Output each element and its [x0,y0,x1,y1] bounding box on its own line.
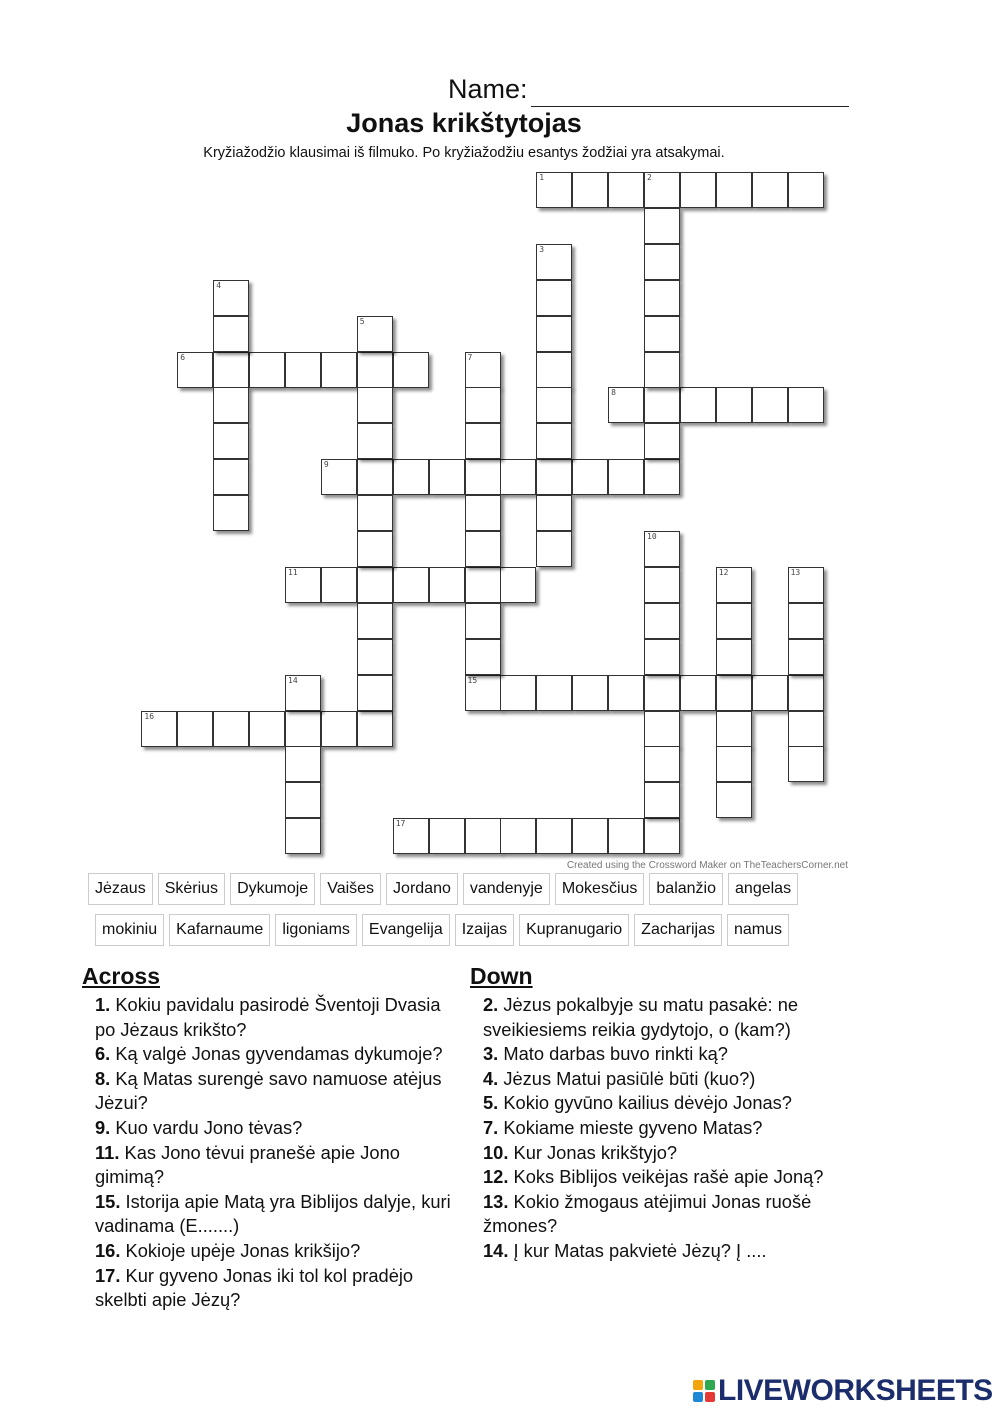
clue-item [82,1042,457,1067]
crossword-cell[interactable] [357,603,393,639]
clue-text: Istorija apie Matą yra Biblijos dalyje, kuri vadinama (E.......) [95,1190,451,1237]
crossword-cell[interactable] [393,459,429,495]
word-bank-item: Kafarnaume [169,914,270,946]
crossword-cell[interactable] [393,818,429,854]
crossword-cell[interactable] [285,782,321,818]
crossword-cell[interactable] [752,172,788,208]
clue-text: Kokiu pavidalu pasirodė Šventoji Dvasia po Jėzaus krikšto? [95,994,441,1040]
crossword-cell[interactable] [788,567,824,603]
word-bank-item: ligoniams [275,914,357,946]
clue-item [82,1190,457,1239]
clue-number: 12. [483,1166,509,1188]
clue-number: 4. [483,1067,499,1089]
crossword-cell[interactable] [393,567,429,603]
word-bank-row [88,873,858,905]
liveworksheets-logo [693,1374,993,1408]
down-heading: Down [470,963,533,989]
crossword-cell[interactable] [644,244,680,280]
crossword-cell[interactable] [357,352,393,388]
crossword-cell[interactable] [213,387,249,423]
clue-text: Koks Biblijos veikėjas rašė apie Joną? [513,1166,824,1188]
crossword-cell[interactable] [608,172,644,208]
clue-number-label: 9 [323,460,329,470]
crossword-cell[interactable] [644,459,680,495]
logo-square [693,1380,703,1390]
crossword-cell[interactable] [752,387,788,423]
crossword-cell[interactable] [536,244,572,280]
crossword-cell[interactable] [572,172,608,208]
clue-item [470,1165,860,1190]
clue-text: Ką Matas surengė savo namuose atėjus Jėzui? [95,1067,442,1114]
crossword-cell[interactable] [716,711,752,747]
crossword-cell[interactable] [680,675,716,711]
crossword-cell[interactable] [716,639,752,675]
word-bank [88,873,858,955]
crossword-cell[interactable] [500,459,536,495]
clue-text: Kokio žmogaus atėjimui Jonas ruošė žmones? [483,1190,812,1237]
clue-number-label: 15 [467,675,478,685]
crossword-cell[interactable] [249,352,285,388]
crossword-cell[interactable] [357,639,393,675]
crossword-cell[interactable] [357,567,393,603]
clue-number-label: 1 [539,173,545,182]
crossword-cell[interactable] [500,818,536,854]
crossword-cell[interactable] [321,711,357,747]
crossword-cell[interactable] [213,280,249,316]
crossword-cell[interactable] [465,603,501,639]
crossword-cell[interactable] [608,459,644,495]
clue-number: 7. [483,1116,499,1138]
crossword-cell[interactable] [465,818,501,854]
clue-item [82,1264,457,1313]
crossword-cell[interactable] [716,387,752,423]
clue-number-label: 5 [359,316,365,326]
crossword-cell[interactable] [357,423,393,459]
crossword-cell[interactable] [177,352,213,388]
crossword-cell[interactable] [680,387,716,423]
crossword-cell[interactable] [680,172,716,208]
clue-item [470,1239,860,1264]
name-label: Name: [448,74,528,104]
crossword-cell[interactable] [644,423,680,459]
page-title: Jonas krikštytojas [346,108,582,138]
crossword-cell[interactable] [357,675,393,711]
crossword-cell[interactable] [644,711,680,747]
clue-number-label: 12 [718,567,729,577]
clue-number-label: 6 [180,352,186,362]
crossword-cell[interactable] [213,711,249,747]
clue-number-label: 2 [647,173,652,182]
clue-item [470,1116,860,1141]
word-bank-item: Dykumoje [230,873,315,905]
word-bank-item: balanžio [649,873,723,905]
crossword-cell[interactable] [429,459,465,495]
crossword-cell[interactable] [572,459,608,495]
word-bank-row [95,914,858,946]
crossword-cell[interactable] [285,675,321,711]
crossword-cell[interactable] [644,352,680,388]
crossword-cell[interactable] [500,675,536,711]
down-clues [470,963,860,1264]
crossword-cell[interactable] [285,711,321,747]
crossword-cell[interactable] [429,818,465,854]
word-bank-item: Evangelija [362,914,450,946]
crossword-cell[interactable] [644,639,680,675]
crossword-cell[interactable] [536,459,572,495]
crossword-cell[interactable] [465,567,501,603]
crossword-cell[interactable] [357,711,393,747]
crossword-cell[interactable] [536,387,572,423]
clue-text: Į kur Matas pakvietė Jėzų? Į .... [513,1239,767,1261]
clue-text: Kokio gyvūno kailius dėvėjo Jonas? [503,1092,792,1114]
clue-number: 5. [483,1092,499,1114]
across-clues [82,963,457,1313]
crossword-cell[interactable] [644,782,680,818]
clue-number-label: 7 [467,352,473,362]
crossword-cell[interactable] [536,423,572,459]
clue-item [470,993,860,1042]
crossword-cell[interactable] [572,818,608,854]
clue-number: 16. [95,1239,121,1261]
crossword-cell[interactable] [321,567,357,603]
word-bank-item: angelas [728,873,798,905]
crossword-cell[interactable] [716,782,752,818]
crossword-cell[interactable] [644,387,680,423]
clue-item [470,1091,860,1116]
word-bank-item: Vaišes [320,873,381,905]
clue-item [82,1141,457,1190]
crossword-cell[interactable] [644,675,680,711]
crossword-cell[interactable] [357,495,393,531]
crossword-cell[interactable] [465,531,501,567]
crossword-cell[interactable] [788,746,824,782]
crossword-cell[interactable] [536,172,572,208]
clue-item [470,1067,860,1092]
clue-number: 3. [483,1043,499,1065]
crossword-cell[interactable] [536,352,572,388]
logo-square [693,1392,703,1402]
page-subtitle: Kryžiažodžio klausimai iš filmuko. Po kryžiažodžiu esantys žodžiai yra atsakymai. [203,145,725,161]
crossword-cell[interactable] [500,567,536,603]
crossword-cell[interactable] [644,567,680,603]
logo-square [705,1380,715,1390]
crossword-cell[interactable] [644,746,680,782]
clue-number-label: 11 [288,567,298,577]
word-bank-item: Skėrius [158,873,225,905]
crossword-cell[interactable] [536,675,572,711]
crossword-cell[interactable] [788,387,824,423]
crossword-cell[interactable] [393,352,429,388]
clue-number: 13. [483,1190,509,1212]
crossword-cell[interactable] [465,495,501,531]
clue-item [82,993,457,1042]
crossword-cell[interactable] [644,531,680,567]
clue-text: Kur Jonas krikštyjo? [513,1141,678,1163]
crossword-cell[interactable] [644,172,680,208]
clue-number: 17. [95,1264,121,1286]
clue-number-label: 17 [395,819,406,829]
crossword-cell[interactable] [716,603,752,639]
clue-item [470,1190,860,1239]
clue-text: Kas Jono tėvui pranešė apie Jono gimimą? [95,1141,400,1188]
clue-text: Kuo vardu Jono tėvas? [115,1116,303,1138]
word-bank-item: namus [727,914,789,946]
crossword-cell[interactable] [716,172,752,208]
crossword-cell[interactable] [716,746,752,782]
clue-number-label: 4 [216,280,222,290]
clue-item [82,1239,457,1264]
clue-item [470,1042,860,1067]
clue-number-label: 14 [288,675,298,685]
clue-text: Kokiame mieste gyveno Matas? [503,1116,763,1138]
crossword-cell[interactable] [788,639,824,675]
clue-number: 10. [483,1141,509,1163]
clue-text: Kur gyveno Jonas iki tol kol pradėjo skelbti apie Jėzų? [95,1264,414,1311]
clue-number: 14. [483,1239,509,1261]
crossword-cell[interactable] [321,459,357,495]
crossword-cell[interactable] [644,603,680,639]
crossword-cell[interactable] [249,711,285,747]
logo-mark-icon [693,1380,715,1402]
word-bank-item: Zacharijas [634,914,722,946]
crossword-cell[interactable] [788,675,824,711]
crossword-cell[interactable] [213,495,249,531]
crossword-cell[interactable] [213,459,249,495]
crossword-cell[interactable] [644,280,680,316]
crossword-cell[interactable] [788,711,824,747]
crossword-cell[interactable] [572,675,608,711]
across-heading: Across [82,963,160,989]
logo-square [705,1392,715,1402]
clue-number: 15. [95,1190,121,1212]
crossword-cell[interactable] [752,675,788,711]
word-bank-item: Jėzaus [88,873,153,905]
crossword-cell[interactable] [465,639,501,675]
clue-number-label: 3 [539,244,545,254]
clue-text: Jėzus Matui pasiūlė būti (kuo?) [503,1067,756,1089]
clue-number: 8. [95,1067,111,1089]
crossword-cell[interactable] [177,711,213,747]
clue-number: 6. [95,1043,111,1065]
crossword-cell[interactable] [644,208,680,244]
crossword-cell[interactable] [429,567,465,603]
crossword-cell[interactable] [465,352,501,388]
crossword-cell[interactable] [608,387,644,423]
clue-item [470,1141,860,1166]
word-bank-item: Kupranugario [519,914,629,946]
crossword-cell[interactable] [644,316,680,352]
word-bank-item: Mokesčius [555,873,645,905]
crossword-cell[interactable] [465,423,501,459]
word-bank-item: Izaijas [455,914,514,946]
crossword-cell[interactable] [788,603,824,639]
crossword-cell[interactable] [357,459,393,495]
clue-number: 9. [95,1116,111,1138]
clue-number: 1. [95,994,111,1015]
crossword-cell[interactable] [608,675,644,711]
crossword-cell[interactable] [608,818,644,854]
clue-number: 2. [483,994,499,1015]
word-bank-item: vandenyje [463,873,550,905]
logo-text: LIVEWORKSHEETS [718,1374,993,1407]
word-bank-item: mokiniu [95,914,164,946]
crossword-cell[interactable] [716,567,752,603]
crossword-cell[interactable] [536,531,572,567]
crossword-cell[interactable] [536,316,572,352]
crossword-cell[interactable] [285,746,321,782]
clue-text: Kokioje upėje Jonas krikšijo? [125,1239,361,1261]
crossword-cell[interactable] [321,352,357,388]
word-bank-item: Jordano [386,873,458,905]
crossword-cell[interactable] [357,316,393,352]
crossword-cell[interactable] [536,280,572,316]
clue-number-label: 13 [790,567,801,577]
crossword-cell[interactable] [213,423,249,459]
crossword-cell[interactable] [465,675,501,711]
crossword-cell[interactable] [285,352,321,388]
crossword-cell[interactable] [536,495,572,531]
crossword-cell[interactable] [285,818,321,854]
clue-number-label: 10 [647,532,657,541]
crossword-cell[interactable] [213,352,249,388]
crossword-cell[interactable] [644,818,680,854]
crossword-cell[interactable] [788,172,824,208]
crossword-cell[interactable] [465,387,501,423]
crossword-cell[interactable] [716,675,752,711]
clue-text: Ką valgė Jonas gyvendamas dykumoje? [115,1043,443,1065]
clue-item [82,1067,457,1116]
crossword-cell[interactable] [465,459,501,495]
clue-item [82,1116,457,1141]
crossword-cell[interactable] [357,387,393,423]
crossword-cell[interactable] [285,567,321,603]
crossword-cell[interactable] [536,818,572,854]
crossword-cell[interactable] [357,531,393,567]
crossword-cell[interactable] [141,711,177,747]
clue-number-label: 16 [144,711,155,721]
credit-text: Created using the Crossword Maker on TheTeachersCorner.net [566,860,848,871]
crossword-cell[interactable] [213,316,249,352]
clue-text: Jėzus pokalbyje su matu pasakė: ne sveikiesiems reikia gydytojo, o (kam?) [483,994,799,1040]
clue-number: 11. [95,1141,120,1163]
clue-number-label: 8 [611,388,616,398]
clue-text: Mato darbas buvo rinkti ką? [503,1043,728,1065]
